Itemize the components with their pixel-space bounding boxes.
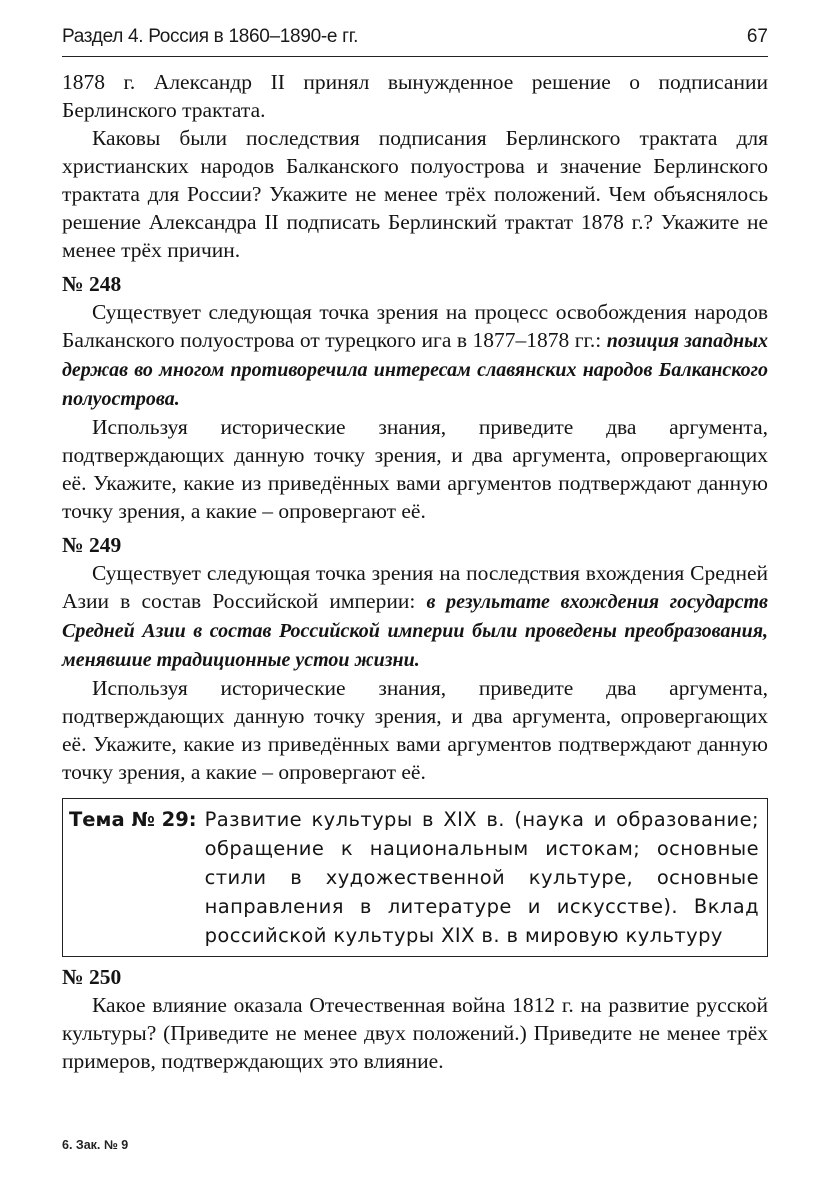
page-number: 67: [746, 26, 768, 47]
print-mark: 6. Зак. № 9: [62, 1138, 129, 1152]
task-249-statement: [62, 559, 768, 674]
task-249-lead: Существует следующая точка зрения на последствия вхождения Средней Азии в состав Российской империи:: [62, 561, 768, 613]
body-text: [62, 68, 768, 1075]
task-249-question: Используя исторические знания, приведите два аргумента, подтверждающих данную точку зрения, и два аргумента, опровергающих её. Укажите, какие из приведённых вами аргументов подтверждают данную точку зрения, а какие – опровергают её.: [62, 676, 768, 784]
running-header: [62, 26, 768, 57]
task-248-claim: позиция западных держав во многом противоречила интересам славянских народов Балканского полуострова.: [62, 330, 768, 410]
task-250-question: Какое влияние оказала Отечественная война 1812 г. на развитие русской культуры? (Приведите не менее двух положений.) Приведите не менее трёх примеров, подтверждающих это влияние.: [62, 993, 768, 1073]
intro-question: Каковы были последствия подписания Берлинского трактата для христианских народов Балканского полуострова и значение Берлинского трактата для России? Укажите не менее трёх положений. Чем объяснялось решение Александра II подписать Берлинский трактат 1878 г.? Укажите не менее трёх причин.: [62, 126, 768, 262]
topic-box: [62, 798, 768, 957]
section-title: Раздел 4. Россия в 1860–1890-е гг.: [62, 26, 359, 47]
task-249-number: № 249: [62, 533, 122, 557]
topic-label: Тема № 29:: [69, 808, 197, 831]
task-248-question: Используя исторические знания, приведите два аргумента, подтверждающих данную точку зрения, и два аргумента, опровергающих её. Укажите, какие из приведённых вами аргументов подтверждают данную точку зрения, а какие – опровергают её.: [62, 415, 768, 523]
topic-text: Развитие культуры в XIX в. (наука и образование; обращение к национальным истокам; основные стили в художественной культуре, основные направления в литературе и искусстве). Вклад российской культуры XIX в. в мировую культуру: [204, 808, 759, 947]
task-248-number: № 248: [62, 272, 122, 296]
task-250-number: № 250: [62, 965, 122, 989]
task-249-claim: в результате вхождения государств Средней Азии в состав Российской империи были проведены преобразования, менявшие традиционные устои жизни.: [62, 591, 768, 671]
intro-paragraph: 1878 г. Александр II принял вынужденное решение о подписании Берлинского трактата.: [62, 70, 768, 122]
task-248-lead: Существует следующая точка зрения на процесс освобождения народов Балканского полуострова от турецкого ига в 1877–1878 гг.:: [62, 300, 768, 352]
task-248-statement: [62, 298, 768, 413]
